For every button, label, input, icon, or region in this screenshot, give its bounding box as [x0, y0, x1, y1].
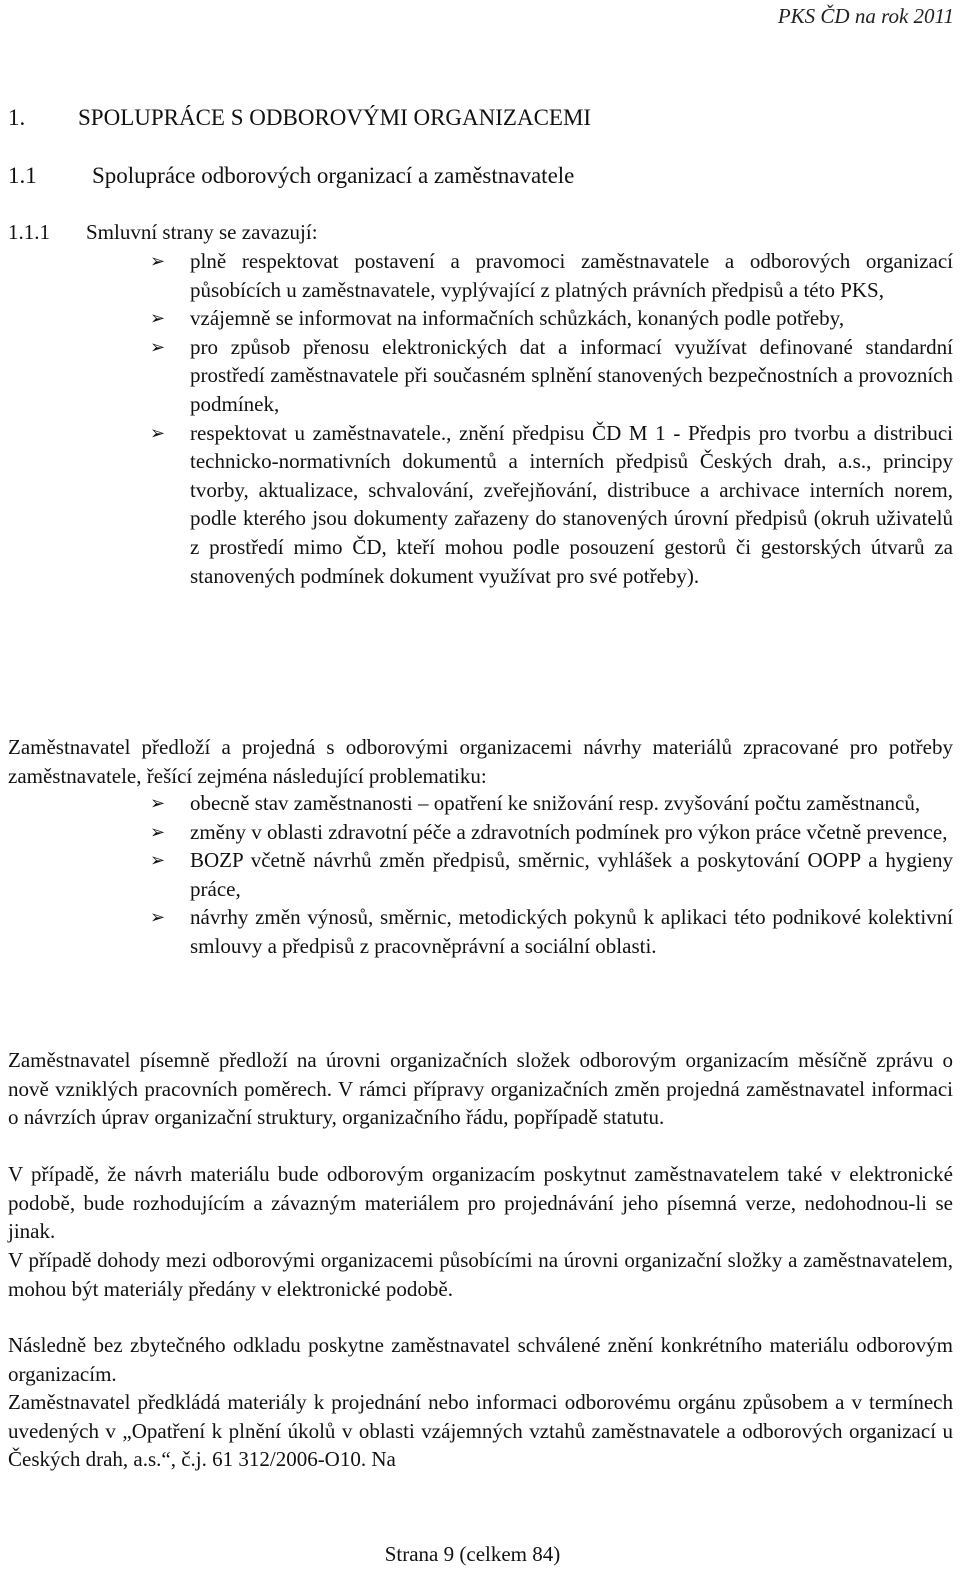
section-title: SPOLUPRÁCE S ODBOROVÝMI ORGANIZACEMI [78, 105, 592, 130]
arrowhead-bullet-icon: ➢ [150, 821, 166, 842]
arrowhead-bullet-icon: ➢ [150, 793, 166, 813]
clause-intro-text: Smluvní strany se zavazují: [86, 220, 318, 244]
list-item: ➢ vzájemně se informovat na informačních schůzkách, konaných podle potřeby, [150, 304, 953, 333]
paragraph-submission: Zaměstnavatel předkládá materiály k projednání nebo informaci odborovému orgánu způsobem a v termínech uvedených v „Opatření k plnění úkolů v oblasti vzájemných vztahů zaměstnavatele a odborových organizací u Českých drah, a.s.“, č.j. 61 312/2006-O10. Na [8, 1390, 953, 1472]
list-item: ➢ respektovat u zaměstnavatele., znění předpisu ČD M 1 - Předpis pro tvorbu a distribuci technicko-normativních dokumentů a interních předpisů Českých drah, a.s., principy tvorby, aktualizace, schvalování, zveřejňování, distribuce a archivace interních norem, podle kterého jsou dokumenty zařazeny do stanovených úrovní předpisů (okruh uživatelů z prostředí mimo ČD, kteří mohou podle posouzení gestorů či gestorských útvarů za stanovených podmínek dokument využívat pro své potřeby). [150, 420, 953, 588]
clause-number: 1.1.1 [8, 220, 50, 244]
arrowhead-bullet-icon: ➢ [150, 422, 166, 443]
paragraph-materials: Zaměstnavatel předloží a projedná s odborovými organizacemi návrhy materiálů zpracované pro potřeby zaměstnavatele, řešící zejména následující problematiku: [8, 735, 953, 788]
section-heading [8, 104, 591, 133]
subsection-title: Spolupráce odborových organizací a zaměstnavatele [92, 163, 575, 188]
list-item: ➢ BOZP včetně návrhů změn předpisů, směrnic, vyhlášek a poskytování OOPP a hygieny práce, [150, 848, 953, 901]
paragraph-approved-version: Následně bez zbytečného odkladu poskytne zaměstnavatel schválené znění konkrétního materiálu odborovým organizacím. [8, 1333, 953, 1386]
list-item: ➢ obecně stav zaměstnanosti – opatření ke snižování resp. zvyšování počtu zaměstnanců, [150, 789, 953, 818]
paragraph-agreement: V případě dohody mezi odborovými organizacemi působícími na úrovni organizační složky a zaměstnavatelem, mohou být materiály předány v elektronické podobě. [8, 1248, 953, 1301]
subsection-heading [8, 162, 574, 191]
paragraph-electronic-version: V případě, že návrh materiálu bude odborovým organizacím poskytnut zaměstnavatelem také v elektronické podobě, bude rozhodujícím a závazným materiálem pro projednávání jeho písemná verze, nedohodnou-li se jinak. [8, 1162, 953, 1244]
clause-bullet-list [150, 247, 953, 590]
topics-bullet-list [150, 789, 953, 961]
list-item: ➢ plně respektovat postavení a pravomoci zaměstnavatele a odborových organizací působících u zaměstnavatele, vyplývající z platných právních předpisů a této PKS, [150, 249, 953, 302]
clause-intro [8, 218, 953, 247]
arrowhead-bullet-icon: ➢ [150, 251, 166, 271]
list-item: ➢ změny v oblasti zdravotní péče a zdravotních podmínek pro výkon práce včetně prevence, [150, 818, 953, 847]
arrowhead-bullet-icon: ➢ [150, 907, 166, 928]
arrowhead-bullet-icon: ➢ [150, 308, 166, 329]
section-number: 1. [8, 105, 26, 130]
list-item: ➢ návrhy změn výnosů, směrnic, metodických pokynů k aplikaci této podnikové kolektivní smlouvy a předpisů z pracovněprávní a sociální oblasti. [150, 905, 953, 958]
subsection-number: 1.1 [8, 163, 37, 188]
paragraph-monthly-report: Zaměstnavatel písemně předloží na úrovni organizačních složek odborovým organizacím měsíčně zprávu o nově vzniklých pracovních poměrech. V rámci přípravy organizačních změn projedná zaměstnavatel informaci o návrzích úprav organizační struktury, organizačního řádu, popřípadě statutu. [8, 1048, 953, 1130]
arrowhead-bullet-icon: ➢ [150, 850, 166, 871]
arrowhead-bullet-icon: ➢ [150, 336, 166, 357]
list-item: ➢ pro způsob přenosu elektronických dat a informací využívat definované standardní prostředí zaměstnavatele při současném splnění stanovených bezpečnostních a provozních podmínek, [150, 334, 953, 416]
page-footer: Strana 9 (celkem 84) [384, 1542, 561, 1566]
running-header: PKS ČD na rok 2011 [777, 4, 954, 28]
